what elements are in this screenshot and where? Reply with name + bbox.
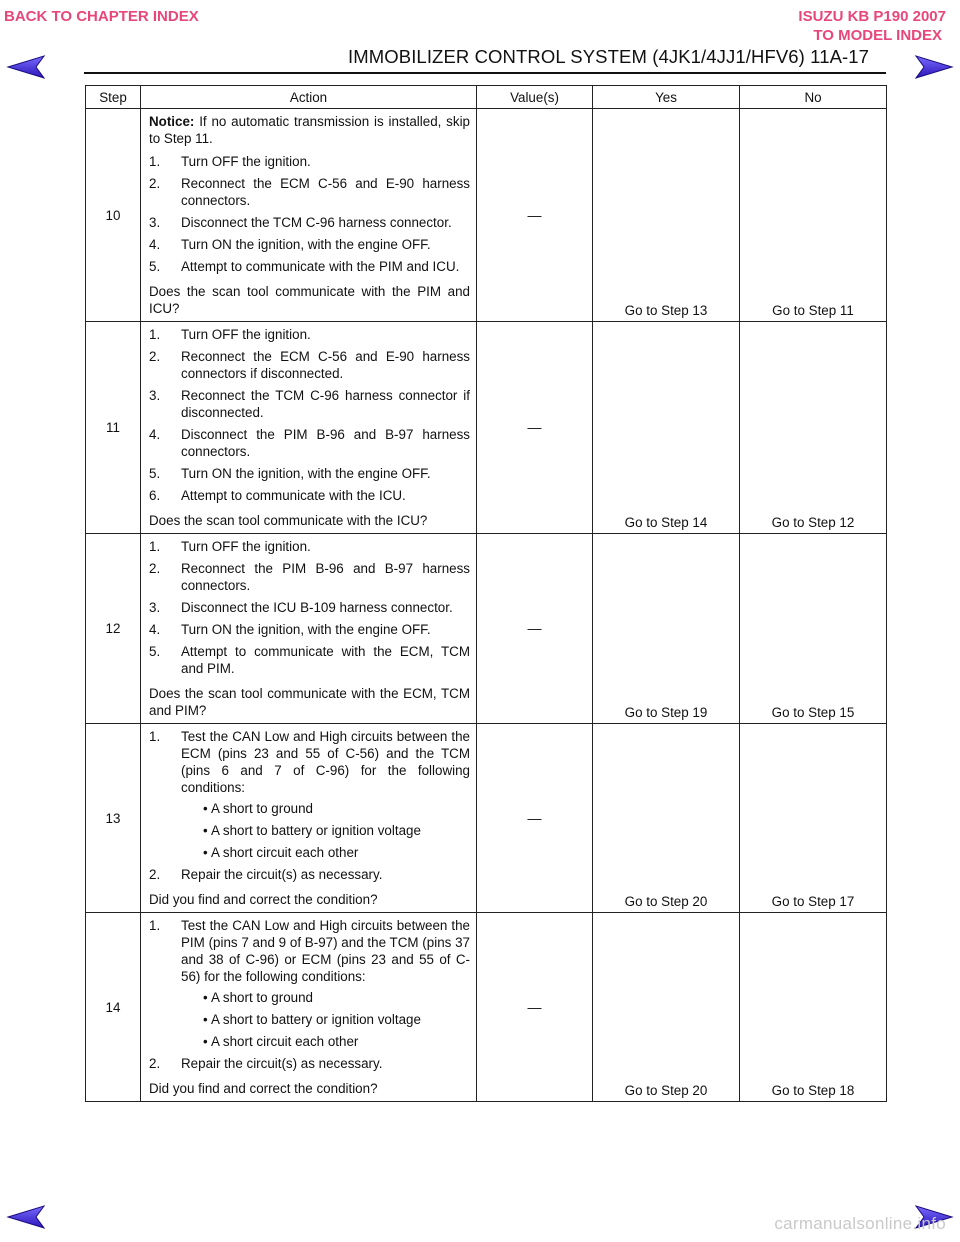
column-header-step: Step	[86, 86, 141, 109]
column-header-no: No	[740, 86, 887, 109]
action-list	[149, 917, 470, 1072]
notice-label: Notice:	[149, 114, 195, 129]
item-text: Attempt to communicate with the PIM and ICU.	[181, 259, 460, 274]
action-cell	[141, 534, 477, 724]
item-number: 5.	[149, 644, 161, 659]
item-number: 1.	[149, 918, 161, 933]
yes-action: Go to Step 20	[593, 913, 740, 1102]
item-number: 2.	[149, 349, 161, 364]
action-list	[149, 153, 470, 275]
list-item	[149, 917, 470, 1050]
table-row	[86, 724, 887, 913]
previous-page-arrow-icon[interactable]	[6, 1204, 48, 1230]
condition-item	[181, 1033, 470, 1050]
list-item	[149, 465, 470, 482]
item-number: 1.	[149, 154, 161, 169]
item-text: Attempt to communicate with the ICU.	[181, 488, 406, 503]
action-cell	[141, 913, 477, 1102]
question-text: Does the scan tool communicate with the PIM and ICU?	[149, 284, 470, 316]
to-model-index-link[interactable]: TO MODEL INDEX	[813, 27, 942, 44]
item-text: Reconnect the PIM B-96 and B-97 harness connectors.	[181, 561, 470, 593]
column-header-action: Action	[141, 86, 477, 109]
table-row	[86, 109, 887, 322]
table-row	[86, 913, 887, 1102]
model-name-link[interactable]: ISUZU KB P190 2007	[798, 8, 946, 25]
notice-text: If no automatic transmission is installed, skip to Step 11.	[149, 114, 470, 146]
item-text: Turn OFF the ignition.	[181, 539, 311, 554]
question-text: Does the scan tool communicate with the ECM, TCM and PIM?	[149, 686, 470, 718]
item-number: 5.	[149, 466, 161, 481]
bullet-icon: •	[203, 823, 208, 838]
item-number: 3.	[149, 388, 161, 403]
item-number: 4.	[149, 237, 161, 252]
previous-page-arrow-icon[interactable]	[6, 54, 48, 80]
no-action: Go to Step 18	[740, 913, 887, 1102]
action-list	[149, 326, 470, 504]
list-item	[149, 866, 470, 883]
item-number: 1.	[149, 539, 161, 554]
bullet-icon: •	[203, 990, 208, 1005]
item-text: Reconnect the TCM C-96 harness connector if disconnected.	[181, 388, 470, 420]
item-number: 1.	[149, 327, 161, 342]
list-item	[149, 387, 470, 421]
question-text: Did you find and correct the condition?	[149, 1081, 378, 1096]
list-item	[149, 560, 470, 594]
item-text: Turn OFF the ignition.	[181, 327, 311, 342]
item-number: 4.	[149, 622, 161, 637]
back-to-chapter-index-link[interactable]: BACK TO CHAPTER INDEX	[4, 8, 199, 25]
action-list	[149, 728, 470, 883]
item-number: 3.	[149, 215, 161, 230]
bullet-icon: •	[203, 801, 208, 816]
condition-item	[181, 822, 470, 839]
watermark: carmanualsonline.info	[774, 1214, 946, 1233]
bullet-icon: •	[203, 845, 208, 860]
page-title: IMMOBILIZER CONTROL SYSTEM (4JK1/4JJ1/HFV6) 11A-17	[348, 46, 870, 67]
no-action: Go to Step 11	[740, 109, 887, 322]
question-text: Did you find and correct the condition?	[149, 892, 378, 907]
action-list	[149, 538, 470, 677]
item-number: 4.	[149, 427, 161, 442]
list-item	[149, 175, 470, 209]
action-cell	[141, 109, 477, 322]
item-number: 1.	[149, 729, 161, 744]
no-action: Go to Step 15	[740, 534, 887, 724]
notice	[149, 113, 470, 147]
item-text: Turn ON the ignition, with the engine OFF.	[181, 622, 431, 637]
bullet-icon: •	[203, 1012, 208, 1027]
value-cell: —	[477, 534, 593, 724]
condition-item	[181, 1011, 470, 1028]
table-row	[86, 322, 887, 534]
list-item	[149, 214, 470, 231]
item-number: 2.	[149, 867, 161, 882]
yes-action: Go to Step 14	[593, 322, 740, 534]
condition-item	[181, 844, 470, 861]
list-item	[149, 426, 470, 460]
table-header-row	[86, 86, 887, 109]
item-text: Disconnect the TCM C-96 harness connector.	[181, 215, 452, 230]
condition-item	[181, 800, 470, 817]
list-item	[149, 326, 470, 343]
list-item	[149, 728, 470, 861]
table-row	[86, 534, 887, 724]
step-number: 11	[86, 322, 141, 534]
condition-text: A short to battery or ignition voltage	[211, 1012, 421, 1027]
header-rule	[84, 72, 886, 74]
yes-action: Go to Step 19	[593, 534, 740, 724]
list-item	[149, 538, 470, 555]
step-number: 10	[86, 109, 141, 322]
yes-action: Go to Step 13	[593, 109, 740, 322]
condition-item	[181, 989, 470, 1006]
condition-text: A short circuit each other	[211, 1034, 359, 1049]
item-text: Reconnect the ECM C-56 and E-90 harness connectors if disconnected.	[181, 349, 470, 381]
yes-action: Go to Step 20	[593, 724, 740, 913]
value-cell: —	[477, 322, 593, 534]
item-text: Turn ON the ignition, with the engine OFF.	[181, 466, 431, 481]
item-text: Test the CAN Low and High circuits between the ECM (pins 23 and 55 of C-56) and the TCM (pins 6 and 7 of C-96) for the following conditions:	[181, 729, 470, 795]
step-number: 14	[86, 913, 141, 1102]
bullet-icon: •	[203, 1034, 208, 1049]
item-text: Turn ON the ignition, with the engine OFF.	[181, 237, 431, 252]
condition-text: A short to ground	[211, 801, 313, 816]
list-item	[149, 643, 470, 677]
item-number: 2.	[149, 176, 161, 191]
list-item	[149, 236, 470, 253]
value-cell: —	[477, 913, 593, 1102]
item-text: Repair the circuit(s) as necessary.	[181, 1056, 383, 1071]
item-text: Reconnect the ECM C-56 and E-90 harness connectors.	[181, 176, 470, 208]
step-number: 13	[86, 724, 141, 913]
item-text: Disconnect the ICU B-109 harness connector.	[181, 600, 453, 615]
question-text: Does the scan tool communicate with the ICU?	[149, 513, 428, 528]
item-text: Turn OFF the ignition.	[181, 154, 311, 169]
step-number: 12	[86, 534, 141, 724]
no-action: Go to Step 12	[740, 322, 887, 534]
item-text: Test the CAN Low and High circuits between the PIM (pins 7 and 9 of B-97) and the TCM (pins 37 and 38 of C-96) or ECM (pins 23 and 55 of C-56) for the following conditions:	[181, 918, 470, 984]
action-cell	[141, 322, 477, 534]
no-action: Go to Step 17	[740, 724, 887, 913]
value-cell: —	[477, 109, 593, 322]
item-number: 2.	[149, 561, 161, 576]
condition-list	[181, 800, 470, 861]
column-header-values: Value(s)	[477, 86, 593, 109]
list-item	[149, 153, 470, 170]
column-header-yes: Yes	[593, 86, 740, 109]
item-number: 3.	[149, 600, 161, 615]
item-text: Attempt to communicate with the ECM, TCM and PIM.	[181, 644, 470, 676]
next-page-arrow-icon[interactable]	[912, 54, 954, 80]
list-item	[149, 258, 470, 275]
condition-text: A short to battery or ignition voltage	[211, 823, 421, 838]
item-number: 2.	[149, 1056, 161, 1071]
list-item	[149, 621, 470, 638]
action-cell	[141, 724, 477, 913]
condition-text: A short circuit each other	[211, 845, 359, 860]
item-number: 5.	[149, 259, 161, 274]
item-text: Repair the circuit(s) as necessary.	[181, 867, 383, 882]
list-item	[149, 487, 470, 504]
value-cell: —	[477, 724, 593, 913]
condition-list	[181, 989, 470, 1050]
diagnostic-steps-table	[85, 85, 887, 1102]
list-item	[149, 1055, 470, 1072]
item-text: Disconnect the PIM B-96 and B-97 harness connectors.	[181, 427, 470, 459]
list-item	[149, 599, 470, 616]
item-number: 6.	[149, 488, 161, 503]
condition-text: A short to ground	[211, 990, 313, 1005]
list-item	[149, 348, 470, 382]
